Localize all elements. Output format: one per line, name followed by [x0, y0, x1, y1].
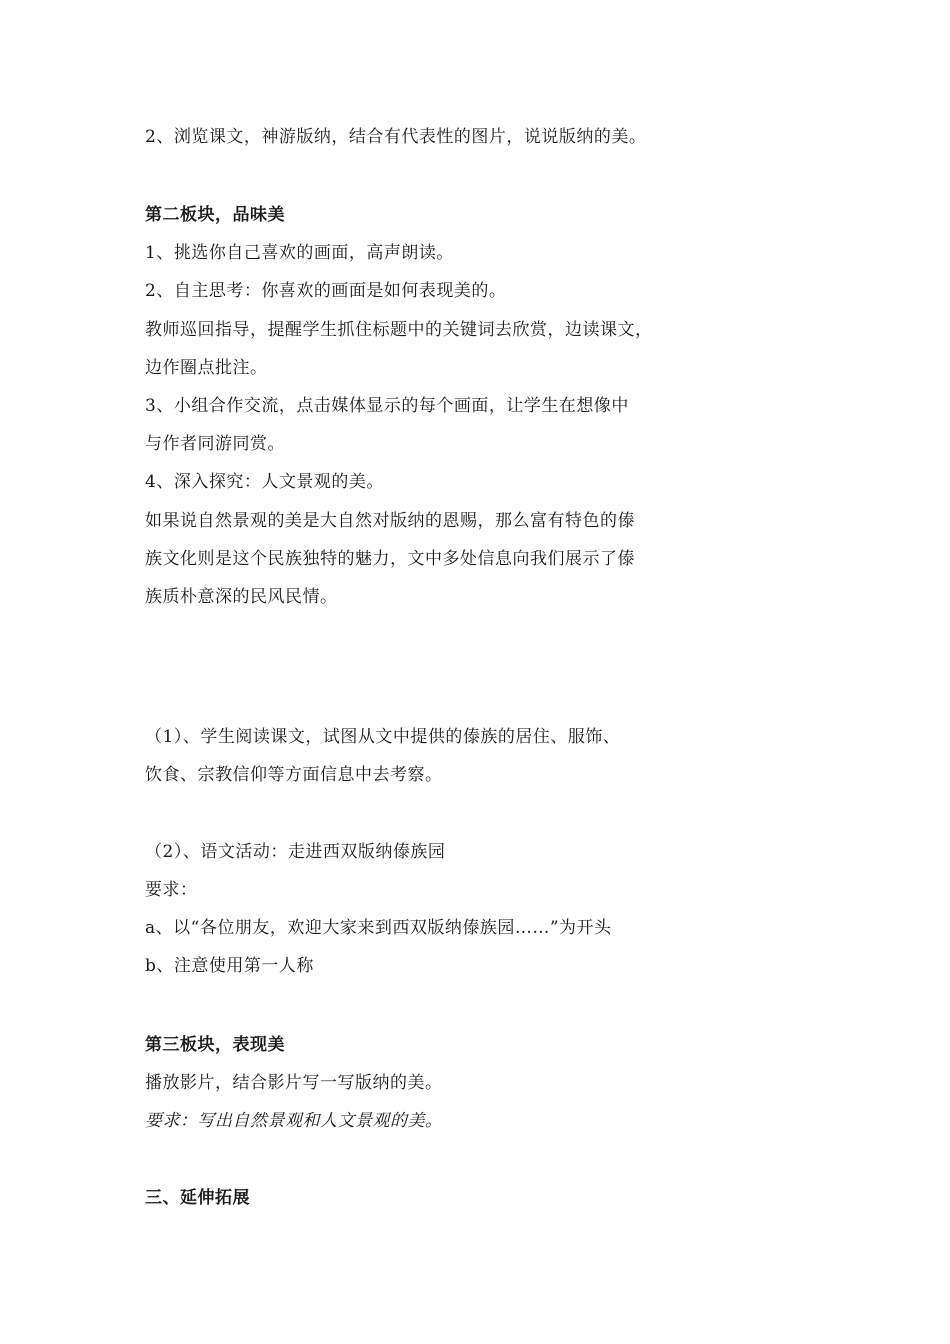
text-line: （1）、学生阅读课文，试图从文中提供的傣族的居住、服饰、: [145, 727, 621, 747]
text-line: b、注意使用第一人称: [145, 956, 314, 976]
text-line: 2、自主思考：你喜欢的画面是如何表现美的。: [145, 281, 507, 301]
section-heading: 第二板块，品味美: [145, 205, 285, 225]
section-heading: 第三板块，表现美: [145, 1035, 285, 1055]
requirement-line: 要求：写出自然景观和人文景观的美。: [145, 1111, 443, 1131]
text-line: 与作者同游同赏。: [145, 434, 285, 454]
section-heading: 三、延伸拓展: [145, 1188, 250, 1208]
text-line: 如果说自然景观的美是大自然对版纳的恩赐，那么富有特色的傣: [145, 511, 635, 531]
text-line: （2）、语文活动：走进西双版纳傣族园: [145, 842, 446, 862]
text-line: 3、小组合作交流，点击媒体显示的每个画面，让学生在想像中: [145, 396, 629, 416]
text-line: a、以“各位朋友，欢迎大家来到西双版纳傣族园……”为开头: [145, 918, 612, 938]
text-line: 族文化则是这个民族独特的魅力，文中多处信息向我们展示了傣: [145, 549, 635, 569]
text-line: 族质朴意深的民风民情。: [145, 587, 338, 607]
text-line: 1、挑选你自己喜欢的画面，高声朗读。: [145, 243, 454, 263]
text-line: 要求：: [145, 880, 198, 900]
text-line: 饮食、宗教信仰等方面信息中去考察。: [145, 765, 443, 785]
text-line: 播放影片，结合影片写一写版纳的美。: [145, 1073, 443, 1093]
text-line: 2、浏览课文，神游版纳，结合有代表性的图片，说说版纳的美。: [145, 127, 647, 147]
text-line: 教师巡回指导，提醒学生抓住标题中的关键词去欣赏，边读课文，: [145, 320, 653, 340]
text-line: 边作圈点批注。: [145, 358, 268, 378]
text-line: 4、深入探究：人文景观的美。: [145, 472, 384, 492]
